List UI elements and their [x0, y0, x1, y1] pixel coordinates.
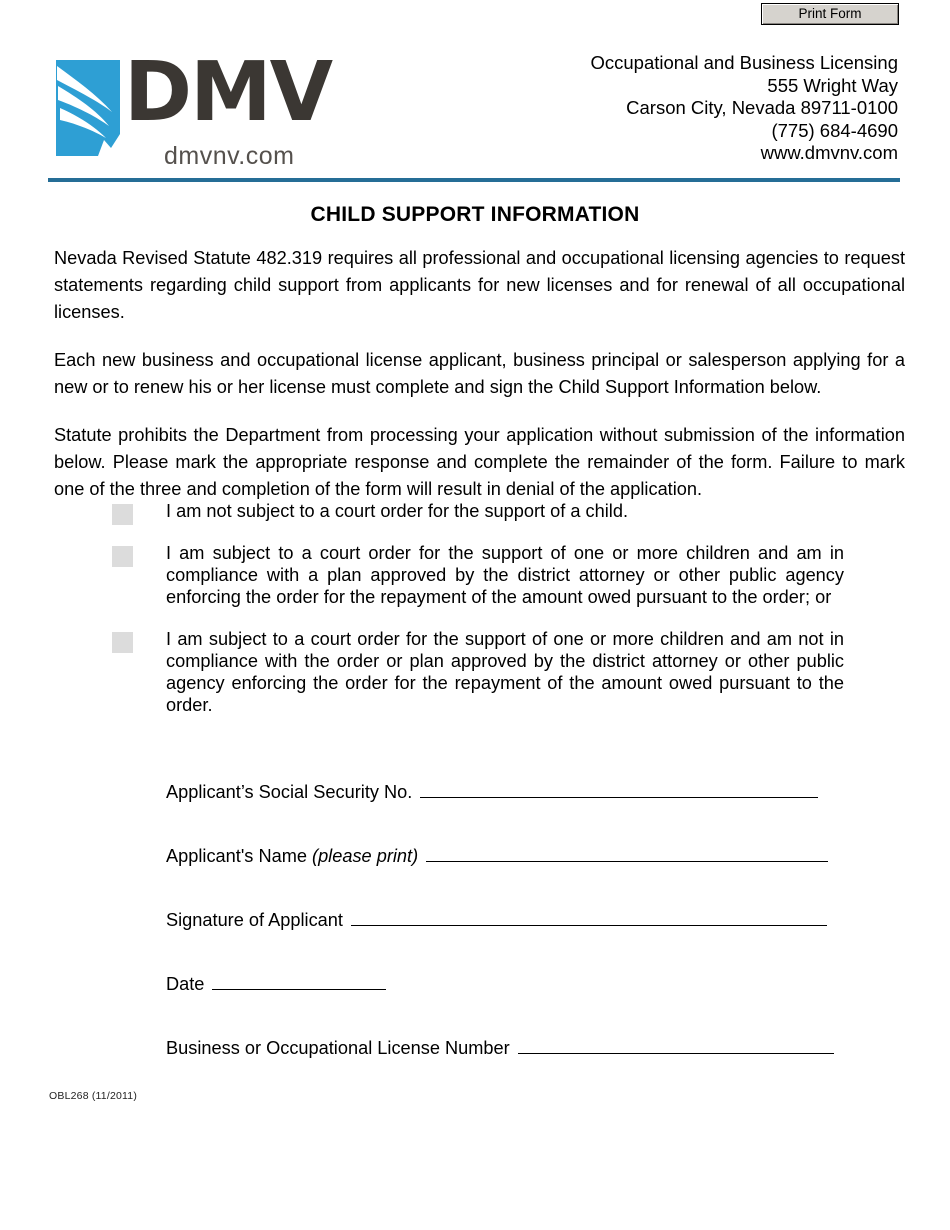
nevada-road-badge-icon: [54, 60, 122, 156]
field-input-date[interactable]: [212, 975, 386, 990]
address-line-website: www.dmvnv.com: [760, 142, 898, 163]
option-row-not-subject: [112, 500, 892, 522]
paragraph-instructions: Statute prohibits the Department from processing your application without submission of the information below. Please mark the appropriate response and complete the remainder of the form. Failure to mark one of the three and completion of the form will result in denial of the application.: [54, 425, 905, 499]
document-header: [54, 45, 898, 170]
field-input-name[interactable]: [426, 847, 828, 862]
field-row-name: [166, 846, 886, 867]
field-label-name-note: (please print): [312, 846, 419, 866]
print-form-button[interactable]: Print Form: [761, 3, 899, 25]
address-line-phone: (775) 684-4690: [771, 119, 898, 141]
intro-text-block: [54, 245, 905, 524]
page-title: CHILD SUPPORT INFORMATION: [310, 203, 640, 226]
address-line-city: Carson City, Nevada 89711-0100: [626, 97, 898, 118]
field-label-license-number: Business or Occupational License Number: [166, 1038, 510, 1058]
field-input-signature[interactable]: [351, 911, 827, 926]
field-row-ssn: [166, 782, 886, 803]
option-label-subject-compliant: I am subject to a court order for the support of one or more children and am in compliance with a plan approved by the district attorney or other public agency enforcing the order for the repayment of the amount owed pursuant to the order; or: [166, 543, 844, 607]
option-label-not-subject: I am not subject to a court order for the support of a child.: [166, 501, 629, 521]
dmv-wordmark: DMV: [124, 45, 332, 140]
print-form-button-container: [761, 3, 899, 25]
field-label-ssn: Applicant’s Social Security No.: [166, 782, 413, 802]
option-row-subject-noncompliant: [112, 628, 892, 716]
field-row-signature: [166, 910, 886, 931]
checkbox-subject-compliant[interactable]: [112, 546, 133, 567]
paragraph-statute: Nevada Revised Statute 482.319 requires all professional and occupational licensing agencies to request statements regarding child support from applicants for new licenses and for renewal of all occupational licenses.: [54, 248, 905, 322]
header-divider-rule: [48, 178, 900, 182]
child-support-options: [112, 500, 892, 736]
field-row-date: [166, 974, 886, 995]
applicant-fields: [166, 782, 886, 1102]
address-line-division: Occupational and Business Licensing: [590, 52, 898, 73]
form-code-footer: OBL268 (11/2011): [49, 1090, 138, 1102]
option-label-subject-noncompliant: I am subject to a court order for the support of one or more children and am not in compliance with the order or plan approved by the district attorney or other public agency enforcing the order for the repayment of the amount owed pursuant to the order.: [166, 629, 844, 715]
field-input-license-number[interactable]: [518, 1039, 834, 1054]
checkbox-not-subject[interactable]: [112, 504, 133, 525]
agency-address-block: [591, 52, 899, 165]
option-row-subject-compliant: [112, 542, 892, 608]
field-input-ssn[interactable]: [420, 783, 818, 798]
field-row-license-number: [166, 1038, 886, 1059]
checkbox-subject-noncompliant[interactable]: [112, 632, 133, 653]
field-label-name: [166, 846, 418, 867]
paragraph-applicants: Each new business and occupational license applicant, business principal or salesperson applying for a new or to renew his or her license must complete and sign the Child Support Information below.: [54, 350, 905, 397]
address-line-street: 555 Wright Way: [767, 74, 898, 96]
dmv-logo-url: dmvnv.com: [164, 142, 295, 170]
field-label-signature: Signature of Applicant: [166, 910, 343, 930]
field-label-name-text: Applicant's Name: [166, 846, 313, 866]
field-label-date: Date: [166, 974, 205, 994]
dmv-logo: [54, 45, 354, 170]
